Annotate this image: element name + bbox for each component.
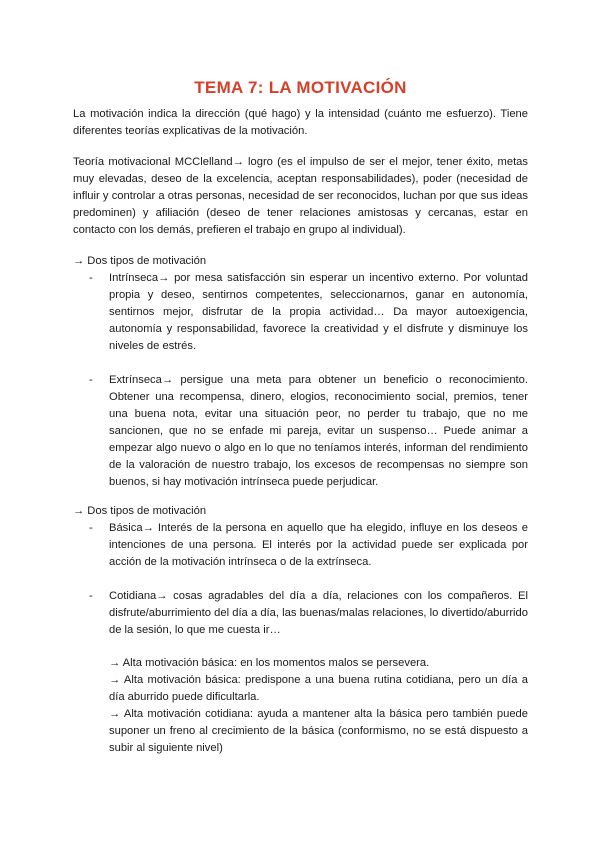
dash-bullet: - (89, 590, 93, 602)
page-title: TEMA 7: LA MOTIVACIÓN (194, 78, 407, 97)
dash-bullet: - (89, 374, 93, 386)
list-item-text: Intrínseca→ por mesa satisfacción sin esperar un incentivo externo. Por voluntad propia y deseo, sentirnos competentes, seleccionarnos, ganar en autonomía, sentirnos mejor, disfrutar de la propia actividad… Da mayor autoexigencia, autonomía y responsabilidad, favorece la creatividad y el disfrute y disminuye los niveles de estrés. (109, 272, 528, 352)
intro-paragraph: La motivación indica la dirección (qué hago) y la intensidad (cuánto me esfuerzo). Tiene diferentes teorías explicativas de la motivación. (73, 108, 528, 137)
note-alta-cotidiana: → Alta motivación cotidiana: ayuda a mantener alta la básica pero también puede suponer un freno al crecimiento de la básica (conformismo, no se está dispuesto a subir al siguiente nivel) (109, 708, 528, 754)
dash-bullet: - (89, 272, 93, 284)
list-item-text: Cotidiana→ cosas agradables del día a día, relaciones con los compañeros. El disfrute/aburrimiento del día a día, las buenas/malas relaciones, lo divertido/aburrido de la sesión, lo que me cuesta ir… (109, 590, 528, 636)
section-heading: → Dos tipos de motivación (73, 505, 207, 517)
mcclelland-paragraph: Teoría motivacional MCClelland→ logro (es el impulso de ser el mejor, tener éxito, metas muy elevadas, deseo de la excelencia, aceptan responsabilidades), poder (necesidad de influir y controlar a otras personas, necesidad de ser reconocidos, luchan por que sus ideas predominen) y afiliación (deseo de tener relaciones amistosas y cercanas, estar en contacto con los demás, prefieren el trabajo en grupo al individual). (73, 156, 528, 236)
list-item-cotidiana (73, 588, 528, 639)
note-alta-basica-2: → Alta motivación básica: predispone a una buena rutina cotidiana, pero un día a día aburrido puede dificultarla. (109, 674, 528, 703)
list-item-intrinseca (73, 270, 528, 355)
list-item-text: Básica→ Interés de la persona en aquello que ha elegido, influye en los deseos e intenciones de una persona. El interés por la actividad puede ser explicada por acción de la motivación intrínseca o de la extrínseca. (109, 522, 528, 568)
list-item-extrinseca (73, 372, 528, 491)
dash-bullet: - (89, 522, 93, 534)
section-motivation-types-2 (73, 503, 528, 639)
section-motivation-types-1 (73, 253, 528, 491)
section-heading: → Dos tipos de motivación (73, 255, 207, 267)
list-item-basica (73, 520, 528, 571)
list-item-text: Extrínseca→ persigue una meta para obtener un beneficio o reconocimiento. Obtener una recompensa, dinero, elogios, reconocimiento social, premios, tener una buena nota, evitar una situación peor, no perder tu trabajo, que no me sancionen, que no se enfade mi pareja, evitar un suspenso… Puede animar a empezar algo nuevo o algo en lo que no teníamos interés, informan del rendimiento de la valoración de nuestro trabajo, los excesos de recompensas no siempre son buenos, si hay motivación intrínseca puede perjudicar. (109, 374, 528, 488)
note-alta-basica-1: → Alta motivación básica: en los momentos malos se persevera. (109, 657, 430, 669)
